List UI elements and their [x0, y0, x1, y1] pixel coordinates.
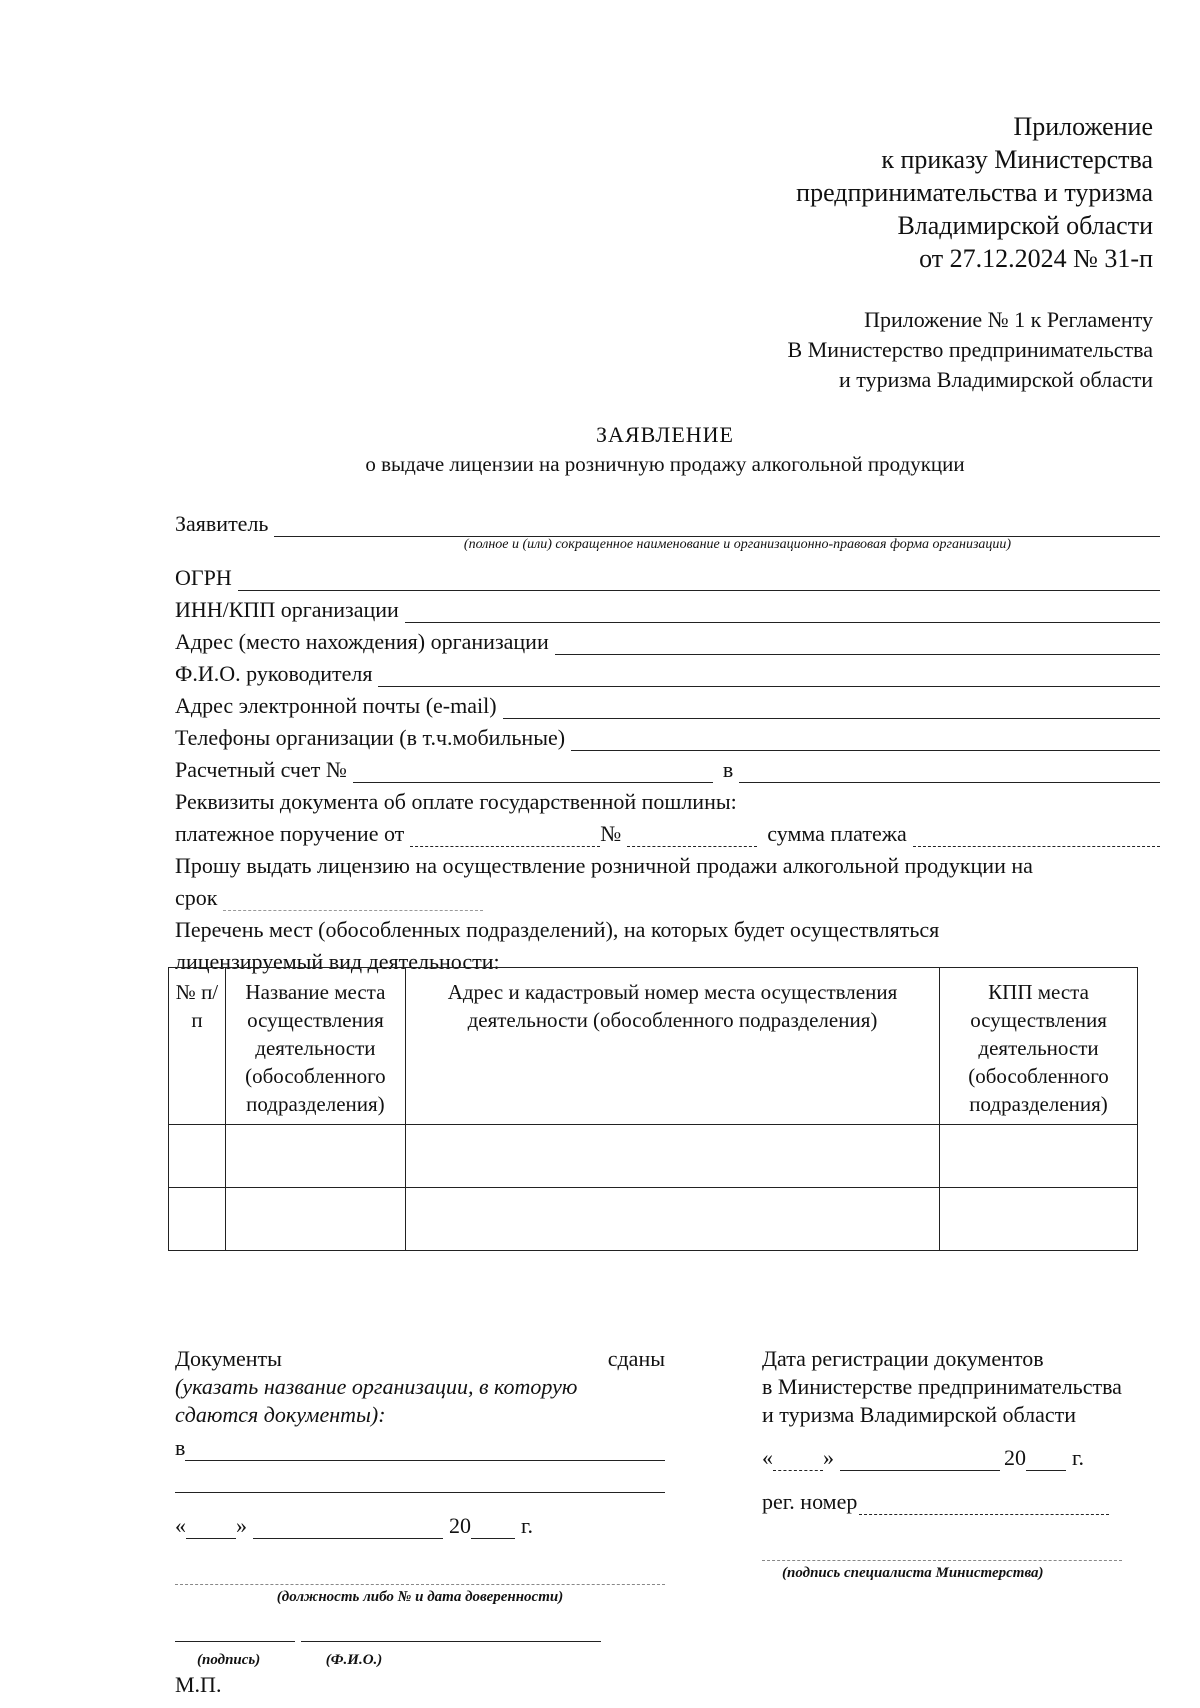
docs-hint: (указать название организации, в которую сдаются документы):: [175, 1374, 578, 1427]
payment-number-label: №: [600, 821, 622, 846]
phones-input-line[interactable]: [571, 728, 1160, 751]
director-row: [175, 655, 1160, 687]
position-hint: (должность либо № и дата доверенности): [276, 1589, 564, 1605]
reg-day-line[interactable]: [773, 1448, 823, 1471]
request-text: Прошу выдать лицензию на осуществление розничной продажи алкогольной продукции на: [175, 853, 1033, 878]
applicant-input-line[interactable]: [274, 514, 1160, 537]
reg-year-line[interactable]: [1026, 1448, 1066, 1471]
requisites-label: Реквизиты документа об оплате государственной пошлины:: [175, 789, 737, 814]
submitted-to-label: в: [175, 1435, 186, 1460]
submission-block: [175, 1345, 665, 1698]
signature-row: [175, 1610, 665, 1642]
payment-date-line[interactable]: [410, 824, 600, 847]
table-header-row: [169, 968, 1138, 1125]
col-kpp-header: КПП места осуществления деятельности (обособленного подразделения): [940, 968, 1138, 1125]
table-cell[interactable]: [405, 1188, 939, 1251]
places-intro: Перечень мест (обособленных подразделений), на которых будет осуществляться: [175, 917, 940, 942]
payment-order-label: платежное поручение от: [175, 821, 405, 846]
date-quote-close: »: [236, 1513, 247, 1538]
applicant-hint: (полное и (или) сокращенное наименование и организационно-правовая форма организации): [463, 537, 1012, 552]
payment-sum-label: сумма платежа: [767, 821, 907, 846]
bank-input-line[interactable]: [739, 760, 1160, 783]
signature-hint: (подпись): [197, 1652, 261, 1668]
places-intro-2: лицензируемый вид деятельности:: [175, 949, 500, 974]
document-title: ЗАЯВЛЕНИЕ: [596, 422, 734, 447]
regulation-appendix-header: [788, 305, 1153, 395]
reg-month-line[interactable]: [840, 1448, 1000, 1471]
requisites-row: [175, 783, 1160, 815]
reg-date-line-1: Дата регистрации документов: [762, 1346, 1044, 1371]
term-label: срок: [175, 885, 218, 910]
table-cell[interactable]: [405, 1125, 939, 1188]
inn-kpp-row: [175, 591, 1160, 623]
ogrn-row: [175, 559, 1160, 591]
address-row: [175, 623, 1160, 655]
payment-row: [175, 815, 1160, 847]
position-row: [175, 1553, 665, 1585]
col-name-header: Название места осуществления деятельности (обособленного подразделения): [225, 968, 405, 1125]
address-label: Адрес (место нахождения) организации: [175, 629, 549, 654]
header2-line-3: и туризма Владимирской области: [838, 367, 1153, 392]
submitted-to-line-2[interactable]: [175, 1470, 665, 1493]
inn-kpp-input-line[interactable]: [405, 600, 1160, 623]
col-address-header: Адрес и кадастровый номер места осуществления деятельности (обособленного подразделения): [405, 968, 939, 1125]
places-table: [168, 967, 1138, 1251]
header2-line-2: В Министерство предпринимательства: [787, 337, 1153, 362]
ogrn-input-line[interactable]: [238, 568, 1160, 591]
account-number-line[interactable]: [353, 760, 713, 783]
account-in-label: в: [722, 757, 734, 782]
header-line-5: от 27.12.2024 № 31-п: [919, 244, 1153, 273]
reg-date-line-3: и туризма Владимирской области: [762, 1402, 1077, 1427]
term-input-line[interactable]: [223, 888, 483, 911]
phones-row: [175, 719, 1160, 751]
fio-input-line[interactable]: [301, 1619, 601, 1642]
director-label: Ф.И.О. руководителя: [175, 661, 373, 686]
reg-year-suffix: г.: [1072, 1445, 1085, 1470]
address-input-line[interactable]: [555, 632, 1160, 655]
docs-submitted-line: [175, 1345, 665, 1373]
application-fields: [175, 505, 1160, 975]
reg-date-row: [762, 1439, 1172, 1471]
document-subtitle: о выдаче лицензии на розничную продажу алкогольной продукции: [365, 452, 965, 476]
account-row: [175, 751, 1160, 783]
email-input-line[interactable]: [503, 696, 1160, 719]
docs-submitted-label: Документы сданы: [175, 1346, 665, 1371]
reg-number-label: рег. номер: [762, 1489, 858, 1514]
date-quote-open: «: [175, 1513, 186, 1538]
submitted-to-row-2: [175, 1461, 665, 1493]
year-prefix: 20: [449, 1513, 471, 1538]
table-row: [169, 1188, 1138, 1251]
month-input-line[interactable]: [253, 1516, 443, 1539]
term-row: [175, 879, 1160, 911]
header2-line-1: Приложение № 1 к Регламенту: [864, 307, 1153, 332]
email-row: [175, 687, 1160, 719]
year-suffix: г.: [521, 1513, 534, 1538]
col-number-header: № п/п: [169, 968, 226, 1125]
reg-number-line[interactable]: [859, 1492, 1109, 1515]
specialist-sign-row: [762, 1529, 1172, 1561]
header-line-2: к приказу Министерства: [881, 145, 1153, 174]
phones-label: Телефоны организации (в т.ч.мобильные): [175, 725, 566, 750]
submission-date-row: [175, 1507, 665, 1539]
specialist-sign-line[interactable]: [762, 1538, 1122, 1561]
account-label: Расчетный счет №: [175, 757, 347, 782]
day-input-line[interactable]: [186, 1516, 236, 1539]
ogrn-label: ОГРН: [175, 565, 232, 590]
year-input-line[interactable]: [471, 1516, 515, 1539]
table-cell[interactable]: [169, 1125, 226, 1188]
reg-number-row: [762, 1483, 1172, 1515]
submitted-to-row: [175, 1429, 665, 1461]
header-line-4: Владимирской области: [897, 211, 1153, 240]
submitted-to-line[interactable]: [185, 1438, 665, 1461]
reg-date-line-2: в Министерстве предпринимательства: [762, 1374, 1122, 1399]
header-line-3: предпринимательства и туризма: [796, 178, 1153, 207]
signature-hints: [175, 1644, 665, 1670]
table-cell[interactable]: [940, 1125, 1138, 1188]
signature-input-line[interactable]: [175, 1619, 295, 1642]
applicant-row: [175, 505, 1160, 537]
order-appendix-header: [796, 110, 1153, 275]
table-cell[interactable]: [225, 1125, 405, 1188]
table-row: [169, 1125, 1138, 1188]
payment-number-line[interactable]: [627, 824, 757, 847]
reg-quote-open: «: [762, 1445, 773, 1470]
table-cell[interactable]: [169, 1188, 226, 1251]
header-line-1: Приложение: [1013, 112, 1153, 141]
table-cell[interactable]: [940, 1188, 1138, 1251]
applicant-label: Заявитель: [175, 511, 269, 536]
fio-hint: (Ф.И.О.): [325, 1652, 383, 1668]
reg-quote-close: »: [823, 1445, 834, 1470]
email-label: Адрес электронной почты (e-mail): [175, 693, 497, 718]
director-input-line[interactable]: [378, 664, 1160, 687]
position-input-line[interactable]: [175, 1562, 665, 1585]
table-cell[interactable]: [225, 1188, 405, 1251]
registration-block: [762, 1345, 1172, 1582]
inn-kpp-label: ИНН/КПП организации: [175, 597, 399, 622]
specialist-hint: (подпись специалиста Министерства): [782, 1565, 1044, 1581]
stamp-label: М.П.: [175, 1672, 222, 1697]
payment-sum-line[interactable]: [913, 824, 1160, 847]
reg-year-prefix: 20: [1004, 1445, 1026, 1470]
